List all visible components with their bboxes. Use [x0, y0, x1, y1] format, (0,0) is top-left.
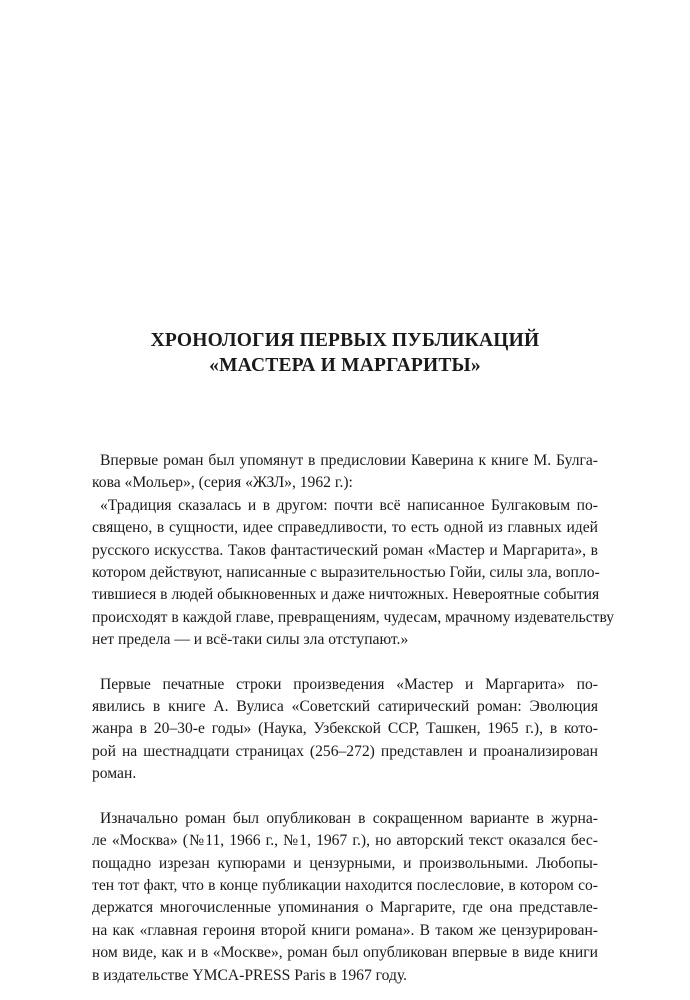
- text-line: тившиеся в людей обыкновенных и даже ничтожных. Невероятные события: [92, 586, 600, 604]
- body-text: [92, 450, 615, 987]
- text-line: явились в книге А. Вулиса «Советский сатирический роман: Эволюция: [92, 698, 598, 716]
- paragraph-quote: [92, 495, 615, 652]
- title-line-1: ХРОНОЛОГИЯ ПЕРВЫХ ПУБЛИКАЦИЙ: [150, 330, 540, 351]
- text-line: котором действуют, написанные с выразительностью Гойи, силы зла, вопло-: [92, 564, 600, 582]
- text-line: держатся многочисленные упоминания о Маргарите, где она представле-: [92, 899, 598, 917]
- text-line: на как «главная героиня второй книги романа». В таком же цензурирован-: [92, 921, 598, 939]
- title-line-2: «МАСТЕРА И МАРГАРИТЫ»: [209, 355, 481, 376]
- text-line: происходят в каждой главе, превращениям, чудесам, мрачному издевательству: [92, 608, 615, 626]
- text-line: пощадно изрезан купюрами и цензурными, и произвольными. Любопы-: [92, 854, 598, 872]
- paragraph-journal: [92, 808, 598, 987]
- paragraph-first-print: [92, 674, 598, 786]
- text-line: кова «Мольер», (серия «ЖЗЛ», 1962 г.):: [92, 474, 353, 492]
- text-line: Изначально роман был опубликован в сокращенном варианте в журна-: [100, 809, 598, 827]
- text-line: жанра в 20–30-е годы» (Наука, Узбекской ССР, Ташкен, 1965 г.), в кото-: [92, 720, 598, 738]
- text-line: роман.: [92, 765, 137, 783]
- text-line: ном виде, как и в «Москве», роман был опубликован впервые в виде книги: [92, 944, 598, 962]
- text-line: русского искусства. Таков фантастический роман «Мастер и Маргарита», в: [92, 541, 598, 559]
- text-line: рой на шестнадцати страницах (256–272) представлен и проанализирован: [92, 742, 598, 760]
- text-line: Первые печатные строки произведения «Мастер и Маргарита» по-: [100, 675, 598, 693]
- page-title: [0, 328, 690, 378]
- text-line: нет предела — и всё-таки силы зла отступают.»: [92, 631, 409, 649]
- text-line: тен тот факт, что в конце публикации находится послесловие, в котором со-: [92, 876, 598, 894]
- text-line: «Традиция сказалась и в другом: почти всё написанное Булгаковым по-: [100, 496, 598, 514]
- text-line: ле «Москва» (№11, 1966 г., №1, 1967 г.), но авторский текст оказался бес-: [92, 832, 598, 850]
- paragraph-gap: [92, 786, 598, 808]
- text-line: в издательстве YMCA-PRESS Paris в 1967 году.: [92, 966, 408, 984]
- paragraph-gap: [92, 652, 598, 674]
- text-line: Впервые роман был упомянут в предисловии Каверина к книге М. Булга-: [100, 452, 598, 469]
- paragraph-intro: [92, 450, 598, 495]
- text-line: священо, в сущности, идее справедливости, то есть одной из главных идей: [92, 519, 598, 537]
